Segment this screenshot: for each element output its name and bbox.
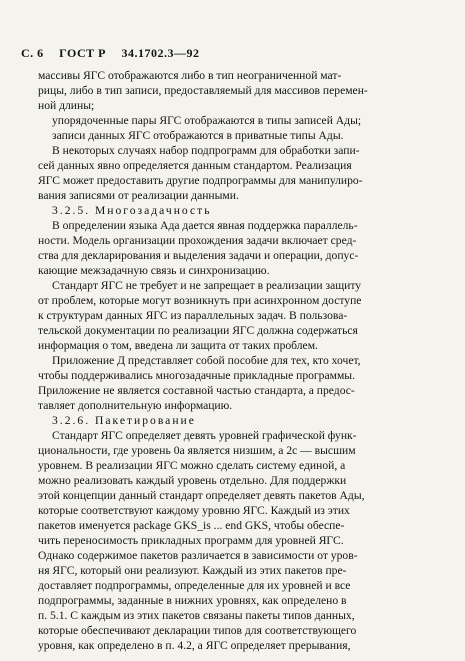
text-line: п. 5.1. С каждым из этих пакетов связаны пакеты типов данных, xyxy=(38,609,355,622)
text-line: уровнем. В реализации ЯГС можно сделать систему единой, а xyxy=(38,459,346,472)
standard-label: ГОСТ Р xyxy=(59,46,106,60)
text-line: информация о том, введена ли защита от таких проблем. xyxy=(38,339,318,352)
section-heading: 3.2.5. Многозадачность xyxy=(52,204,212,217)
text-line: кающие межзадачную связь и синхронизацию. xyxy=(38,264,270,277)
text-line: к структурам данных ЯГС из параллельных задач. В пользова- xyxy=(38,309,348,322)
text-line: ЯГС может предоставить другие подпрограммы для манипулиро- xyxy=(38,174,363,187)
text-line: Приложение Д представляет собой пособие для тех, кто хочет, xyxy=(52,354,361,367)
text-line: ня ЯГС, который они реализуют. Каждый из этих пакетов пре- xyxy=(38,564,347,577)
text-line: от проблем, которые могут возникнуть при асинхронном доступе xyxy=(38,294,362,307)
text-line: записи данных ЯГС отображаются в приватные типы Ады. xyxy=(52,129,344,142)
text-line: ства для декларирования и выделения задачи и операции, допус- xyxy=(38,249,359,262)
text-line: этой концепции данный стандарт определяет девять пакетов Ады, xyxy=(38,489,365,502)
text-line: Приложение не является составной частью стандарта, а предос- xyxy=(38,384,355,397)
text-line: чить переносимость прикладных программ для уровней ЯГС. xyxy=(38,534,344,547)
text-line: рицы, либо в тип записи, предоставляемый для массивов перемен- xyxy=(38,84,368,97)
text-line: В определении языка Ада дается явная поддержка параллель- xyxy=(52,219,358,232)
text-line: можно реализовать каждый уровень отдельно. Для поддержки xyxy=(38,474,347,487)
text-line: Стандарт ЯГС определяет девять уровней графической функ- xyxy=(52,429,357,442)
text-line: которые соответствуют каждому уровню ЯГС. Каждый из этих xyxy=(38,504,350,517)
text-line: Стандарт ЯГС не требует и не запрещает в реализации защиту xyxy=(52,279,362,292)
text-line: тельской документации по реализации ЯГС должна содержаться xyxy=(38,324,358,337)
text-line: массивы ЯГС отображаются либо в тип неограниченной мат- xyxy=(38,69,342,82)
text-line: тавляет дополнительную информацию. xyxy=(38,399,233,412)
section-heading: 3.2.6. Пакетирование xyxy=(52,414,196,427)
standard-number: 34.1702.3—92 xyxy=(121,46,200,60)
text-line: ной длины; xyxy=(38,99,95,112)
text-line: упорядоченные пары ЯГС отображаются в типы записей Ады; xyxy=(52,114,362,127)
text-line: доставляет подпрограммы, определенные для их уровней и все xyxy=(38,579,351,592)
text-line: В некоторых случаях набор подпрограмм для обработки запи- xyxy=(52,144,360,157)
text-line: пакетов именуется package GKS_is ... end GKS, чтобы обеспе- xyxy=(38,519,345,532)
text-line: Однако содержимое пакетов различается в зависимости от уров- xyxy=(38,549,358,562)
text-line: которые обеспечивают декларации типов для соответствующего xyxy=(38,624,357,637)
text-line: циональности, где уровень 0a является низшим, а 2с — высшим xyxy=(38,444,356,457)
text-line: подпрограммы, заданные в нижних уровнях, как определено в xyxy=(38,594,347,607)
text-line: сей данных явно определяется данным стандартом. Реализация xyxy=(38,159,352,172)
page-number: С. 6 xyxy=(21,46,44,60)
page-header xyxy=(21,46,212,61)
text-line: уровня, как определено в п. 4.2, а ЯГС определяет прерывания, xyxy=(38,639,351,652)
text-line: вания записями от реализации данными. xyxy=(38,189,239,202)
text-line: чтобы поддерживались многозадачные прикладные программы. xyxy=(38,369,355,382)
text-line: ности. Модель организации прохождения задачи включает сред- xyxy=(38,234,357,247)
